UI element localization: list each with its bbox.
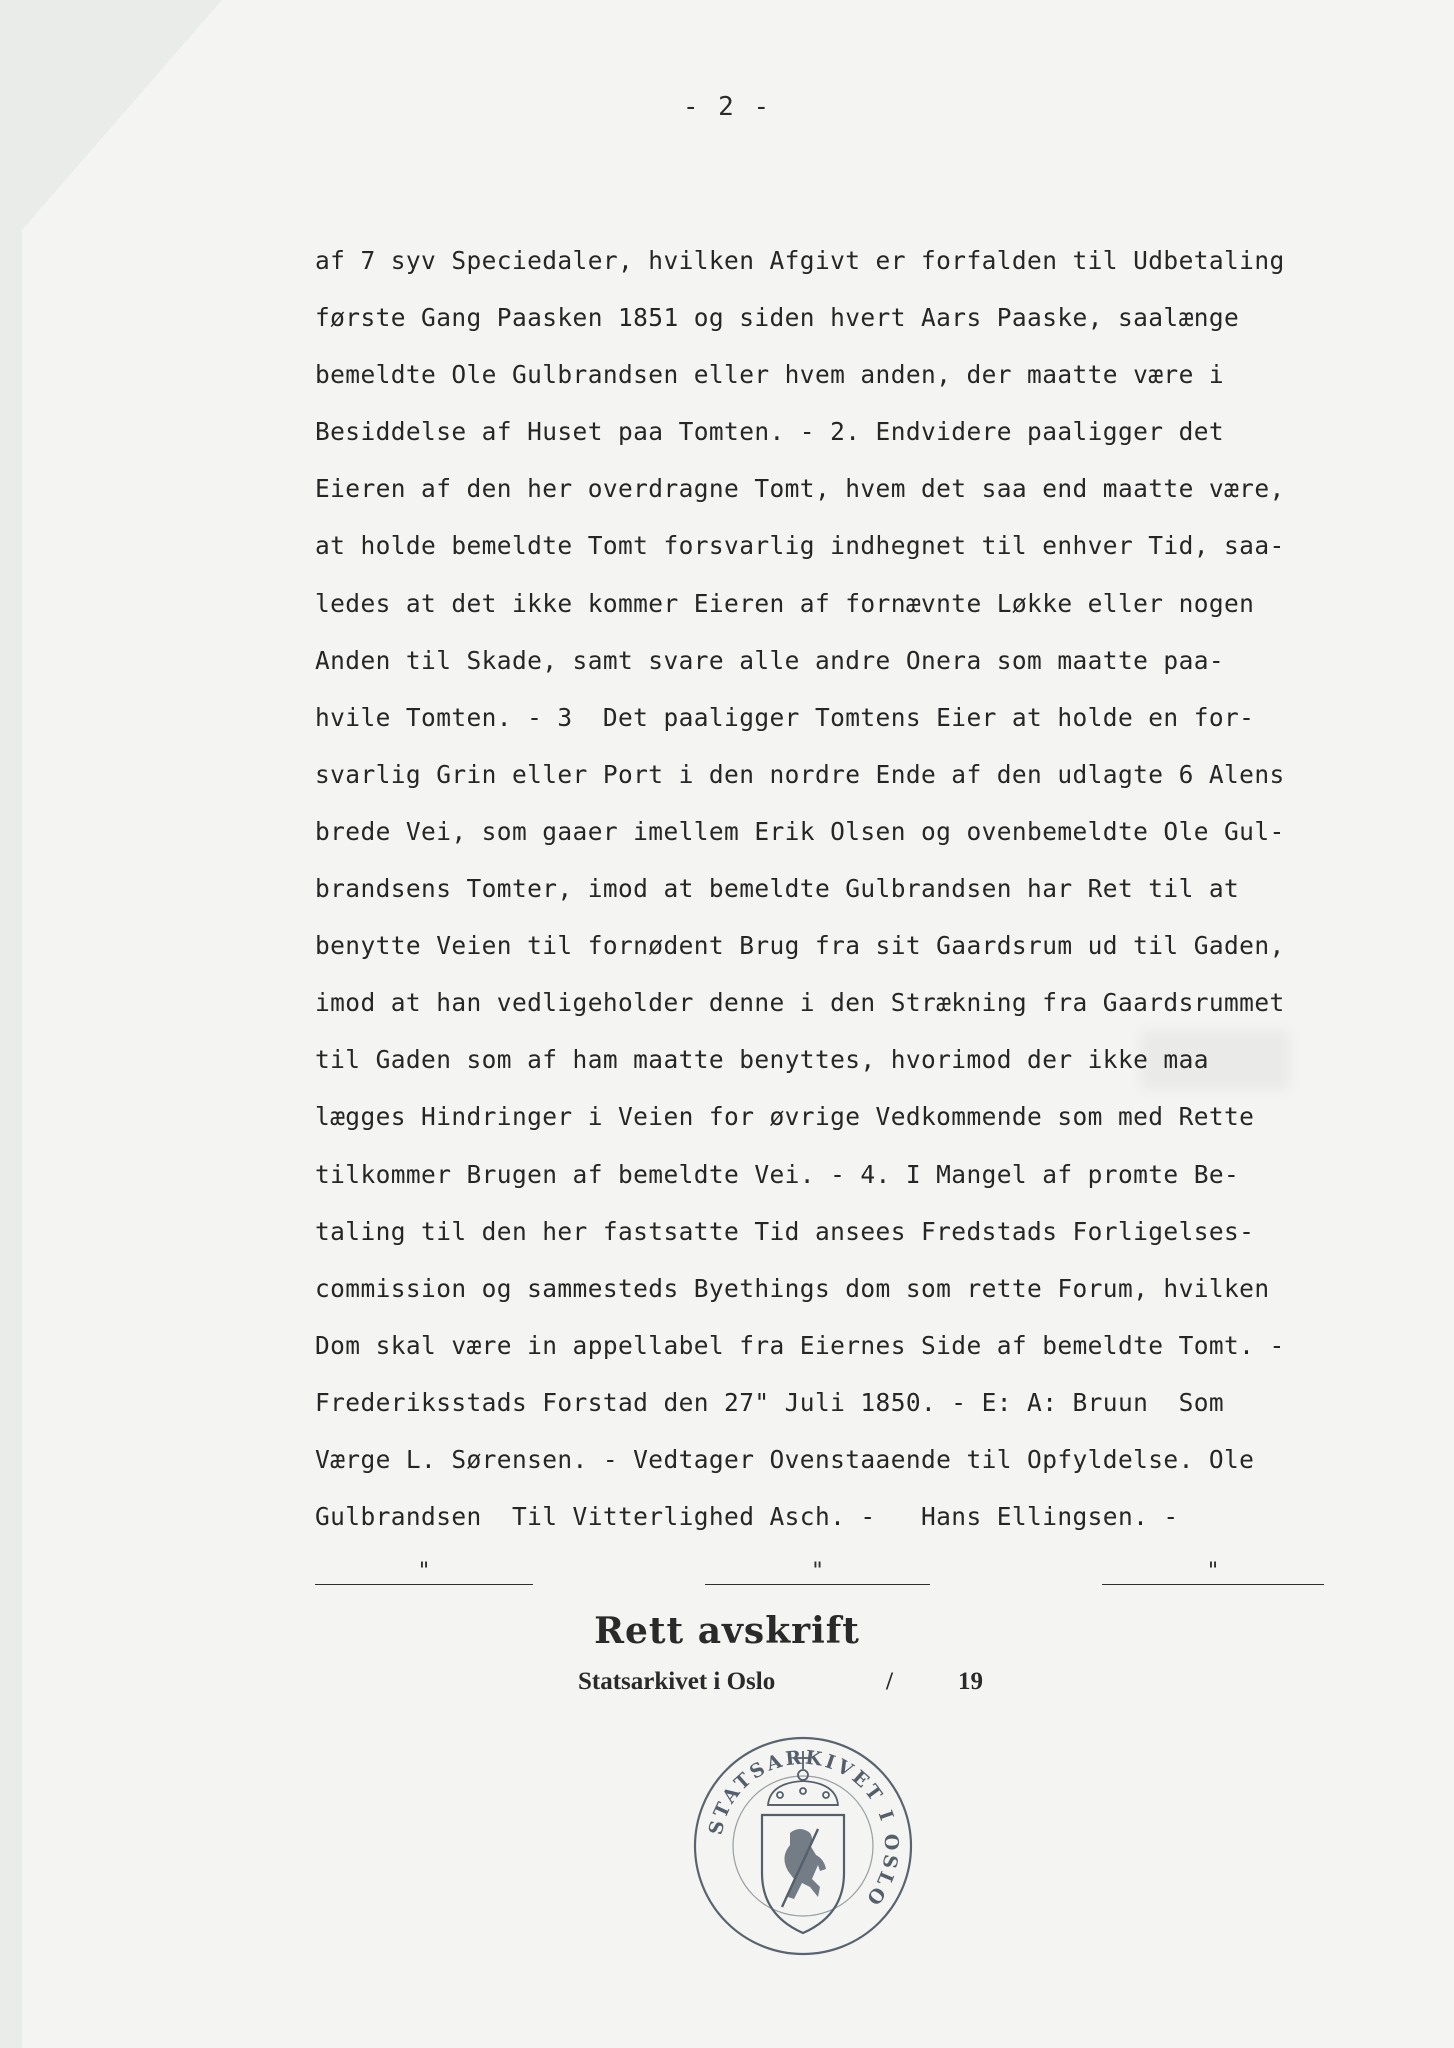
certification-archive: Statsarkivet i Oslo xyxy=(578,1668,776,1695)
text-line: Eieren af den her overdragne Tomt, hvem det saa end maatte være, xyxy=(315,474,1285,504)
text-line: til Gaden som af ham maatte benyttes, hvorimod der ikke maa xyxy=(315,1045,1209,1075)
text-line: Frederiksstads Forstad den 27" Juli 1850. - E: A: Bruun Som xyxy=(315,1387,1225,1417)
text-line: hvile Tomten. - 3 Det paaligger Tomtens Eier at holde en for- xyxy=(315,702,1255,732)
text-line: første Gang Paasken 1851 og siden hvert Aars Paaske, saalænge xyxy=(315,303,1240,333)
certification-year: 19 xyxy=(958,1668,983,1695)
text-line: at holde bemeldte Tomt forsvarlig indhegnet til enhver Tid, saa- xyxy=(315,531,1285,561)
text-line: Anden til Skade, samt svare alle andre Onera som maatte paa- xyxy=(315,645,1225,675)
text-line: bemeldte Ole Gulbrandsen eller hvem anden, der maatte være i xyxy=(315,360,1225,390)
text-line: brandsens Tomter, imod at bemeldte Gulbrandsen har Ret til at xyxy=(315,874,1240,904)
text-line: Gulbrandsen Til Vitterlighed Asch. - Hans Ellingsen. - xyxy=(315,1502,1179,1532)
transcription-body xyxy=(315,232,1435,1545)
ditto-signature-row xyxy=(0,1560,1454,1590)
text-line: taling til den her fastsatte Tid ansees Fredstads Forligelses- xyxy=(315,1216,1255,1246)
svg-text:STATSARKIVET I OSLO xyxy=(705,1747,903,1912)
certification-slash: / xyxy=(886,1668,893,1695)
text-line: Dom skal være in appellabel fra Eiernes Side af bemeldte Tomt. - xyxy=(315,1330,1285,1360)
archive-seal-icon xyxy=(690,1733,916,1959)
text-line: brede Vei, som gaaer imellem Erik Olsen og ovenbemeldte Ole Gul- xyxy=(315,816,1285,846)
text-line: commission og sammesteds Byethings dom som rette Forum, hvilken xyxy=(315,1273,1270,1303)
ditto-signature-line: " xyxy=(705,1560,930,1585)
text-line: benytte Veien til fornødent Brug fra sit Gaardsrum ud til Gaden, xyxy=(315,931,1285,961)
ditto-signature-line: " xyxy=(315,1560,533,1585)
page-number: - 2 - xyxy=(682,92,772,122)
text-line: imod at han vedligeholder denne i den Strækning fra Gaardsrummet xyxy=(315,988,1285,1018)
text-line: Besiddelse af Huset paa Tomten. - 2. Endvidere paaligger det xyxy=(315,417,1225,447)
text-line: tilkommer Brugen af bemeldte Vei. - 4. I Mangel af promte Be- xyxy=(315,1159,1240,1189)
certification-title: Rett avskrift xyxy=(594,1610,860,1652)
text-line: ledes at det ikke kommer Eieren af fornævnte Løkke eller nogen xyxy=(315,588,1255,618)
text-line: svarlig Grin eller Port i den nordre Ende af den udlagte 6 Alens xyxy=(315,759,1285,789)
text-line: Værge L. Sørensen. - Vedtager Ovenstaaende til Opfyldelse. Ole xyxy=(315,1444,1255,1474)
seal-ring-text: STATSARKIVET I OSLO xyxy=(704,1746,903,1912)
text-line: af 7 syv Speciedaler, hvilken Afgivt er forfalden til Udbetaling xyxy=(315,246,1285,275)
text-line: lægges Hindringer i Veien for øvrige Vedkommende som med Rette xyxy=(315,1102,1255,1132)
ditto-signature-line: " xyxy=(1102,1560,1324,1585)
